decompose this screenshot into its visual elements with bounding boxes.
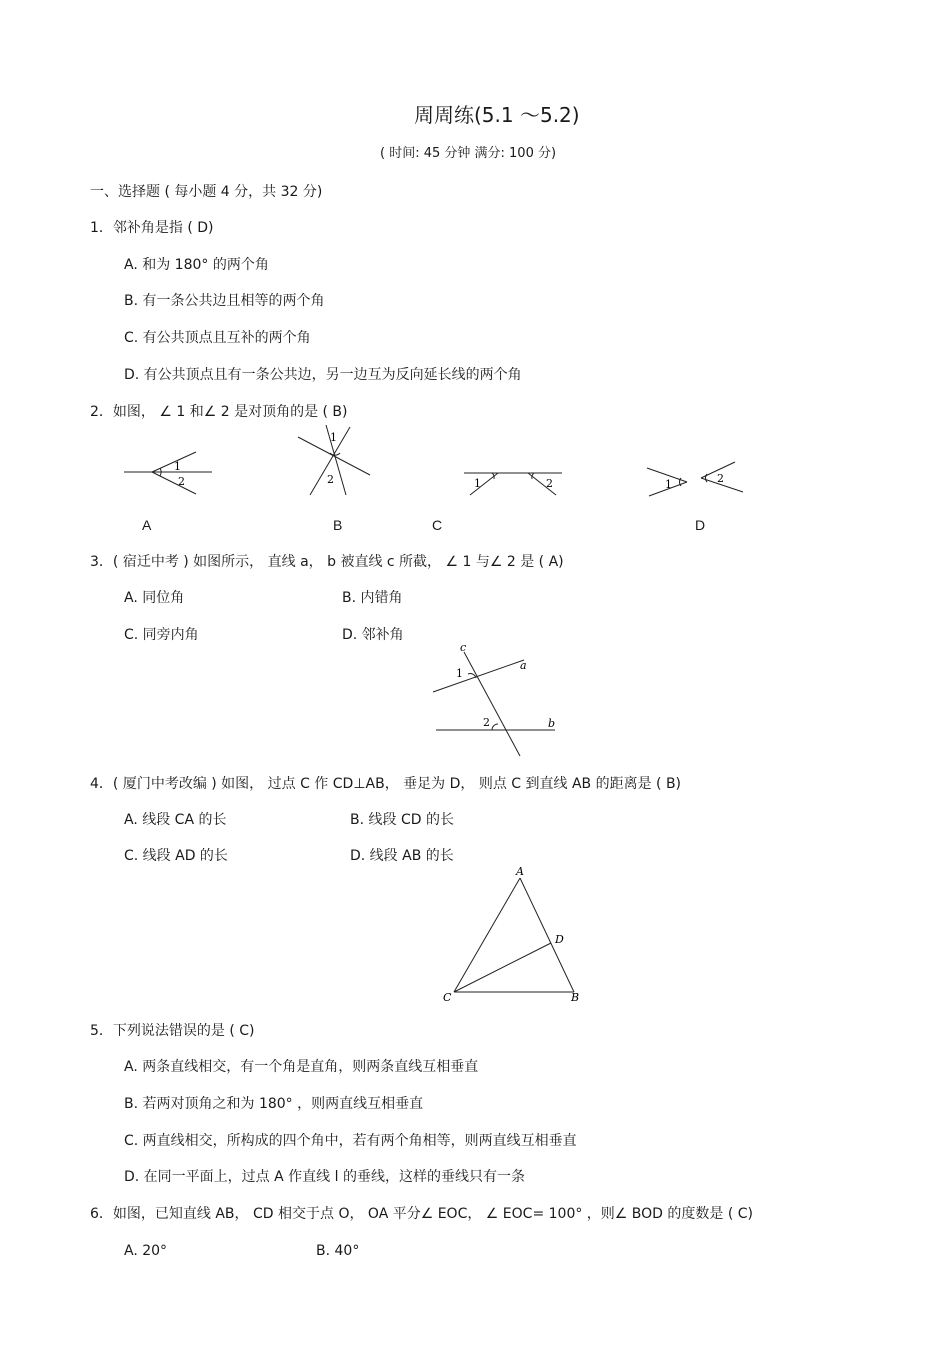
question-4-option-a: A. 线段 CA 的长 — [124, 812, 227, 828]
question-4-option-b: B. 线段 CD 的长 — [350, 812, 454, 828]
q2-label-a: A — [142, 517, 152, 533]
q3-angle-1: 1 — [456, 667, 463, 680]
question-1-option-c: C. 有公共顶点且互补的两个角 — [124, 330, 311, 346]
q2-figure-b — [290, 425, 380, 500]
question-5-option-b: B. 若两对顶角之和为 180° ，则两直线互相垂直 — [124, 1096, 424, 1112]
question-4-stem: 4．( 厦门中考改编 ) 如图， 过点 C 作 CD⊥AB， 垂足为 D， 则点 C 到直线 AB 的距离是 ( B) — [90, 776, 682, 792]
question-5-option-d: D. 在同一平面上，过点 A 作直线 l 的垂线，这样的垂线只有一条 — [124, 1169, 525, 1185]
question-4-option-c: C. 线段 AD 的长 — [124, 848, 228, 864]
question-5-option-c: C. 两直线相交，所构成的四个角中，若有两个角相等，则两直线互相垂直 — [124, 1133, 577, 1149]
question-1-option-d: D. 有公共顶点且有一条公共边，另一边互为反向延长线的两个角 — [124, 367, 522, 383]
q3-line-b-label: b — [548, 717, 556, 730]
q2-label-b: B — [333, 517, 343, 533]
q4-point-d: D — [555, 933, 564, 946]
question-4-option-d: D. 线段 AB 的长 — [350, 848, 454, 864]
q2d-angle-1: 1 — [665, 478, 672, 491]
q4-point-c: C — [443, 991, 452, 1004]
q3-angle-2: 2 — [483, 716, 490, 729]
question-6-option-a: A. 20° — [124, 1243, 168, 1259]
section-heading: 一、选择题 ( 每小题 4 分，共 32 分) — [90, 184, 323, 200]
q2d-angle-2: 2 — [717, 472, 724, 485]
question-3-option-b: B. 内错角 — [342, 590, 403, 606]
question-1-stem: 1．邻补角是指 ( D) — [90, 220, 214, 236]
q3-line-a-label: a — [520, 659, 527, 672]
q4-point-a: A — [516, 865, 524, 878]
q2-figure-d — [645, 458, 750, 500]
question-5-option-a: A. 两条直线相交，有一个角是直角，则两条直线互相垂直 — [124, 1059, 479, 1075]
q4-triangle-figure — [440, 862, 590, 1007]
q3-line-c-label: c — [460, 641, 467, 654]
q2b-angle-2: 2 — [327, 473, 334, 486]
q2-figure-a — [120, 450, 220, 500]
q2-figure-c — [462, 465, 567, 500]
question-6-option-b: B. 40° — [316, 1243, 360, 1259]
question-3-option-c: C. 同旁内角 — [124, 627, 199, 643]
question-1-option-b: B. 有一条公共边且相等的两个角 — [124, 293, 325, 309]
q2a-angle-1: 1 — [174, 460, 181, 473]
question-3-option-a: A. 同位角 — [124, 590, 185, 606]
question-1-option-a: A. 和为 180° 的两个角 — [124, 257, 269, 273]
question-3-option-d: D. 邻补角 — [342, 627, 404, 643]
question-6-stem: 6．如图，已知直线 AB， CD 相交于点 O， OA 平分∠ EOC， ∠ EOC= 100° ，则∠ BOD 的度数是 ( C) — [90, 1206, 754, 1222]
q2b-angle-1: 1 — [330, 431, 337, 444]
q2c-angle-2: 2 — [546, 477, 553, 490]
question-5-stem: 5．下列说法错误的是 ( C) — [90, 1023, 255, 1039]
q2c-angle-1: 1 — [474, 477, 481, 490]
q2-label-d: D — [695, 517, 706, 533]
page-subtitle: ( 时间: 45 分钟 满分: 100 分) — [380, 146, 557, 161]
question-2-stem: 2．如图， ∠ 1 和∠ 2 是对顶角的是 ( B) — [90, 404, 348, 420]
q2a-angle-2: 2 — [178, 475, 185, 488]
question-3-stem: 3．( 宿迁中考 ) 如图所示， 直线 a， b 被直线 c 所截， ∠ 1 与∠ 2 是 ( A) — [90, 554, 564, 570]
q4-point-b: B — [571, 991, 580, 1004]
q3-figure — [428, 640, 563, 760]
page-title: 周周练(5.1 ～5.2) — [414, 103, 580, 127]
q2-label-c: C — [432, 517, 443, 533]
